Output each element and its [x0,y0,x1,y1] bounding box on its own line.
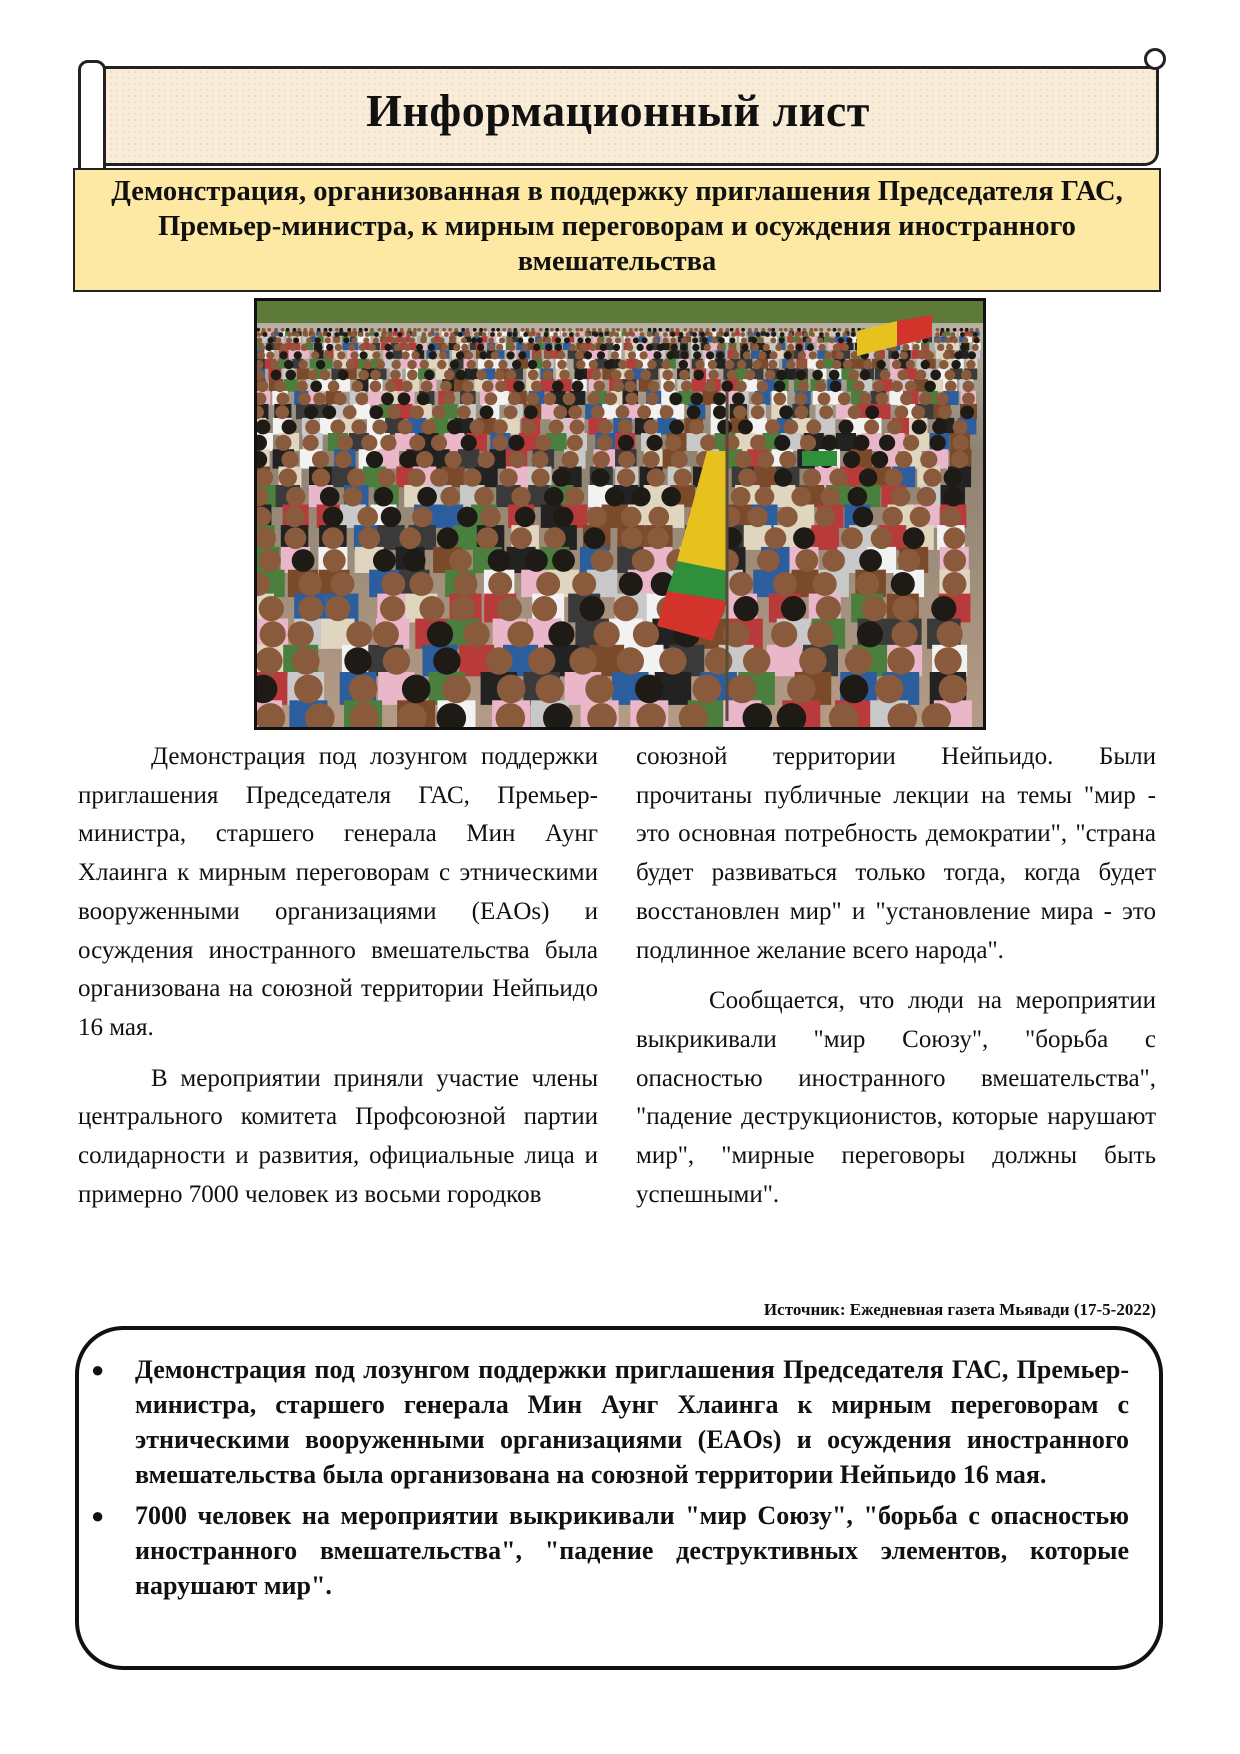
crowd-photo [254,298,986,730]
crowd-photo-image [257,301,983,727]
summary-box [75,1326,1163,1670]
title-banner [78,60,1158,164]
article-right-column [636,738,1156,1226]
bullet-icon: ● [91,1357,105,1382]
article-left-column [78,738,598,1226]
article-paragraph: Сообщается, что люди на мероприятии выкрикивали "мир Союзу", "борьба с опасностью иностранного вмешательства", "падение деструкционистов, которые нарушают мир", "мирные переговоры должны быть успешными". [636,987,1156,1208]
summary-item-text: 7000 человек на мероприятии выкрикивали "мир Союзу", "борьба с опасностью иностранного вмешательства", "падение деструктивных элементов, которые нарушают мир". [135,1501,1129,1600]
article-paragraph: Демонстрация под лозунгом поддержки приглашения Председателя ГАС, Премьер-министра, старшего генерала Мин Аунг Хлаинга к мирным переговорам с этническими вооруженными организациями (EAOs) и осуждения иностранного вмешательства была организована на союзной территории Нейпьидо 16 мая. [78,743,598,1041]
summary-item [91,1352,1129,1492]
subtitle-box: Демонстрация, организованная в поддержку приглашения Председателя ГАС, Премьер-министра, к мирным переговорам и осуждения иностранного вмешательства [73,168,1161,292]
article-paragraph: В мероприятии приняли участие члены центрального комитета Профсоюзной партии солидарности и развития, официальные лица и примерно 7000 человек из восьми городков [78,1064,598,1208]
summary-item [91,1498,1129,1603]
source-citation: Источник: Ежедневная газета Мьявади (17-5-2022) [763,1300,1156,1319]
scroll-right-curl [1144,48,1166,70]
article-paragraph: союзной территории Нейпьидо. Были прочитаны публичные лекции на темы "мир - это основная потребность демократии", "страна будет развиваться только тогда, когда будет восстановлен мир" и "установление мира - это подлинное желание всего народа". [636,743,1156,964]
summary-item-text: Демонстрация под лозунгом поддержки приглашения Председателя ГАС, Премьер-министра, старшего генерала Мин Аунг Хлаинга к мирным переговорам с этническими вооруженными организациями (EAOs) и осуждения иностранного вмешательства была организована на союзной территории Нейпьидо 16 мая. [135,1355,1129,1489]
page-title: Информационный лист [366,85,870,136]
bullet-icon: ● [91,1503,105,1528]
summary-list [79,1330,1159,1603]
